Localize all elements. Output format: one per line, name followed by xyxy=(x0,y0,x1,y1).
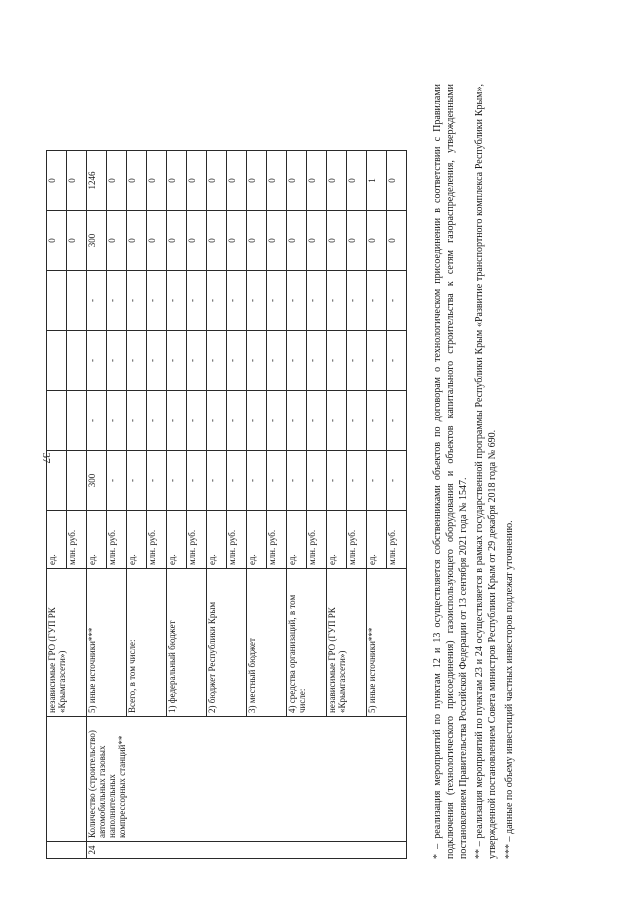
value-cell: 300 xyxy=(87,211,107,271)
unit-cell: ед. xyxy=(87,511,107,569)
value-cell: - xyxy=(147,331,167,391)
value-cell: 0 xyxy=(327,151,347,211)
value-cell: - xyxy=(327,391,347,451)
value-cell: - xyxy=(227,331,247,391)
value-cell: - xyxy=(327,271,347,331)
value-cell: - xyxy=(247,271,267,331)
value-cell: - xyxy=(267,271,287,331)
unit-cell: млн. руб. xyxy=(107,511,127,569)
source-cell: 5) иные источники*** xyxy=(87,569,127,717)
value-cell: - xyxy=(107,391,127,451)
value-cell: - xyxy=(147,271,167,331)
value-cell: 0 xyxy=(67,151,87,211)
value-cell: - xyxy=(207,271,227,331)
value-cell: - xyxy=(187,331,207,391)
value-cell xyxy=(47,271,67,331)
source-cell: 2) бюджет Республики Крым xyxy=(207,569,247,717)
value-cell: - xyxy=(367,331,387,391)
unit-cell: ед. xyxy=(287,511,307,569)
table-body xyxy=(47,151,407,859)
value-cell: 0 xyxy=(367,211,387,271)
value-cell: 0 xyxy=(167,151,187,211)
source-cell: независимые ГРО (ГУП РК «Крымгазсети») xyxy=(327,569,367,717)
unit-cell: ед. xyxy=(207,511,227,569)
unit-cell: ед. xyxy=(367,511,387,569)
value-cell: - xyxy=(107,451,127,511)
value-cell: 1246 xyxy=(87,151,107,211)
value-cell: 1 xyxy=(367,151,387,211)
source-cell: независимые ГРО (ГУП РК «Крымгазсети») xyxy=(47,569,87,717)
indicator-name-cell: Количество (строительство) автомобильных газовых наполнительных компрессорных станций** xyxy=(87,717,407,842)
value-cell: - xyxy=(127,271,147,331)
value-cell: 0 xyxy=(327,211,347,271)
value-cell: - xyxy=(107,331,127,391)
value-cell: - xyxy=(87,331,107,391)
value-cell: - xyxy=(227,451,247,511)
unit-cell: ед. xyxy=(127,511,147,569)
table-row xyxy=(87,151,107,859)
unit-cell: млн. руб. xyxy=(387,511,407,569)
value-cell: - xyxy=(307,391,327,451)
row-number-cell: 24 xyxy=(87,842,407,859)
unit-cell: млн. руб. xyxy=(147,511,167,569)
value-cell: 0 xyxy=(167,211,187,271)
value-cell: - xyxy=(127,391,147,451)
footnote-1: * – реализация мероприятий по пунктам 12 и 13 осуществляется собственниками объектов по договорам о технологическом присоединении в соответствии с Правилами подключения (технологического присоединения) газоиспользующего оборудования и объектов капитального строительства к сетям газораспределения, утвержденными постановлением Правительства Российской Федерации от 13 сентября 2021 года № 1547. xyxy=(432,84,469,859)
value-cell: 0 xyxy=(207,211,227,271)
value-cell: - xyxy=(267,391,287,451)
value-cell: 0 xyxy=(247,151,267,211)
value-cell: - xyxy=(267,331,287,391)
value-cell: 0 xyxy=(47,211,67,271)
value-cell: - xyxy=(387,271,407,331)
value-cell: - xyxy=(347,331,367,391)
value-cell: - xyxy=(227,271,247,331)
value-cell: - xyxy=(387,391,407,451)
measures-table xyxy=(46,150,407,859)
unit-cell: ед. xyxy=(327,511,347,569)
value-cell: - xyxy=(207,331,227,391)
value-cell: - xyxy=(327,331,347,391)
value-cell xyxy=(67,391,87,451)
value-cell: - xyxy=(347,271,367,331)
value-cell: - xyxy=(327,451,347,511)
value-cell: - xyxy=(167,331,187,391)
value-cell: - xyxy=(207,391,227,451)
value-cell: 0 xyxy=(187,211,207,271)
value-cell: 0 xyxy=(387,211,407,271)
value-cell: 0 xyxy=(207,151,227,211)
value-cell xyxy=(47,451,67,511)
value-cell: - xyxy=(247,451,267,511)
source-cell: 3) местный бюджет xyxy=(247,569,287,717)
value-cell: 0 xyxy=(147,211,167,271)
indicator-cell-empty xyxy=(47,717,87,842)
value-cell: - xyxy=(247,391,267,451)
table-row xyxy=(47,151,67,859)
value-cell: - xyxy=(307,331,327,391)
value-cell: - xyxy=(187,451,207,511)
value-cell: - xyxy=(247,331,267,391)
value-cell xyxy=(47,391,67,451)
value-cell: 0 xyxy=(267,151,287,211)
value-cell: - xyxy=(147,391,167,451)
value-cell: 0 xyxy=(107,211,127,271)
value-cell: - xyxy=(367,271,387,331)
value-cell: - xyxy=(347,451,367,511)
value-cell: - xyxy=(367,391,387,451)
footnote-2: ** – реализация мероприятий по пунктам 23 и 24 осуществляется в рамках государственной программы Республики Крым «Развитие транспортного комплекса Республики Крым», утвержденной постановлением Совета министров Республики Крым от 29 декабря 2018 года № 690. xyxy=(474,84,499,859)
value-cell: 0 xyxy=(347,211,367,271)
unit-cell: млн. руб. xyxy=(347,511,367,569)
value-cell: 0 xyxy=(307,211,327,271)
row-number-cell-empty xyxy=(47,842,87,859)
value-cell: 0 xyxy=(127,211,147,271)
value-cell: 0 xyxy=(107,151,127,211)
value-cell: - xyxy=(287,451,307,511)
value-cell: 0 xyxy=(287,151,307,211)
value-cell: 0 xyxy=(387,151,407,211)
value-cell: - xyxy=(207,451,227,511)
value-cell: - xyxy=(287,331,307,391)
value-cell xyxy=(67,451,87,511)
value-cell: 0 xyxy=(287,211,307,271)
value-cell: - xyxy=(147,451,167,511)
value-cell: - xyxy=(227,391,247,451)
value-cell: - xyxy=(367,451,387,511)
value-cell: - xyxy=(107,271,127,331)
unit-cell: ед. xyxy=(167,511,187,569)
value-cell: - xyxy=(267,451,287,511)
value-cell: 0 xyxy=(67,211,87,271)
value-cell: 300 xyxy=(87,451,107,511)
value-cell: - xyxy=(307,271,327,331)
value-cell: - xyxy=(187,271,207,331)
value-cell: 0 xyxy=(307,151,327,211)
value-cell: 0 xyxy=(247,211,267,271)
value-cell xyxy=(47,331,67,391)
value-cell: - xyxy=(187,391,207,451)
unit-cell: млн. руб. xyxy=(227,511,247,569)
value-cell: - xyxy=(167,451,187,511)
unit-cell: млн. руб. xyxy=(67,511,87,569)
unit-cell: млн. руб. xyxy=(187,511,207,569)
value-cell: - xyxy=(167,391,187,451)
source-cell: 1) федеральный бюджет xyxy=(167,569,207,717)
value-cell: - xyxy=(127,451,147,511)
page-number: 37 xyxy=(40,452,52,464)
value-cell: - xyxy=(347,391,367,451)
source-cell: 5) иные источники*** xyxy=(367,569,407,717)
value-cell: 0 xyxy=(127,151,147,211)
value-cell xyxy=(67,271,87,331)
value-cell: 0 xyxy=(147,151,167,211)
footnotes xyxy=(432,84,521,859)
value-cell: - xyxy=(387,451,407,511)
value-cell: - xyxy=(287,391,307,451)
value-cell: - xyxy=(167,271,187,331)
unit-cell: ед. xyxy=(247,511,267,569)
value-cell: 0 xyxy=(267,211,287,271)
value-cell: - xyxy=(87,271,107,331)
rotated-page-content xyxy=(46,84,594,859)
value-cell xyxy=(67,331,87,391)
value-cell: - xyxy=(307,451,327,511)
value-cell: - xyxy=(287,271,307,331)
footnote-3: *** – данные по объему инвестиций частных инвесторов подлежат уточнению. xyxy=(503,520,515,859)
value-cell: - xyxy=(387,331,407,391)
value-cell: 0 xyxy=(347,151,367,211)
value-cell: 0 xyxy=(187,151,207,211)
value-cell: 0 xyxy=(47,151,67,211)
source-cell: 4) средства организаций, в том числе: xyxy=(287,569,327,717)
value-cell: 0 xyxy=(227,211,247,271)
value-cell: 0 xyxy=(227,151,247,211)
unit-cell: млн. руб. xyxy=(307,511,327,569)
unit-cell: ед. xyxy=(47,511,67,569)
unit-cell: млн. руб. xyxy=(267,511,287,569)
source-cell: Всего, в том числе: xyxy=(127,569,167,717)
value-cell: - xyxy=(127,331,147,391)
value-cell: - xyxy=(87,391,107,451)
